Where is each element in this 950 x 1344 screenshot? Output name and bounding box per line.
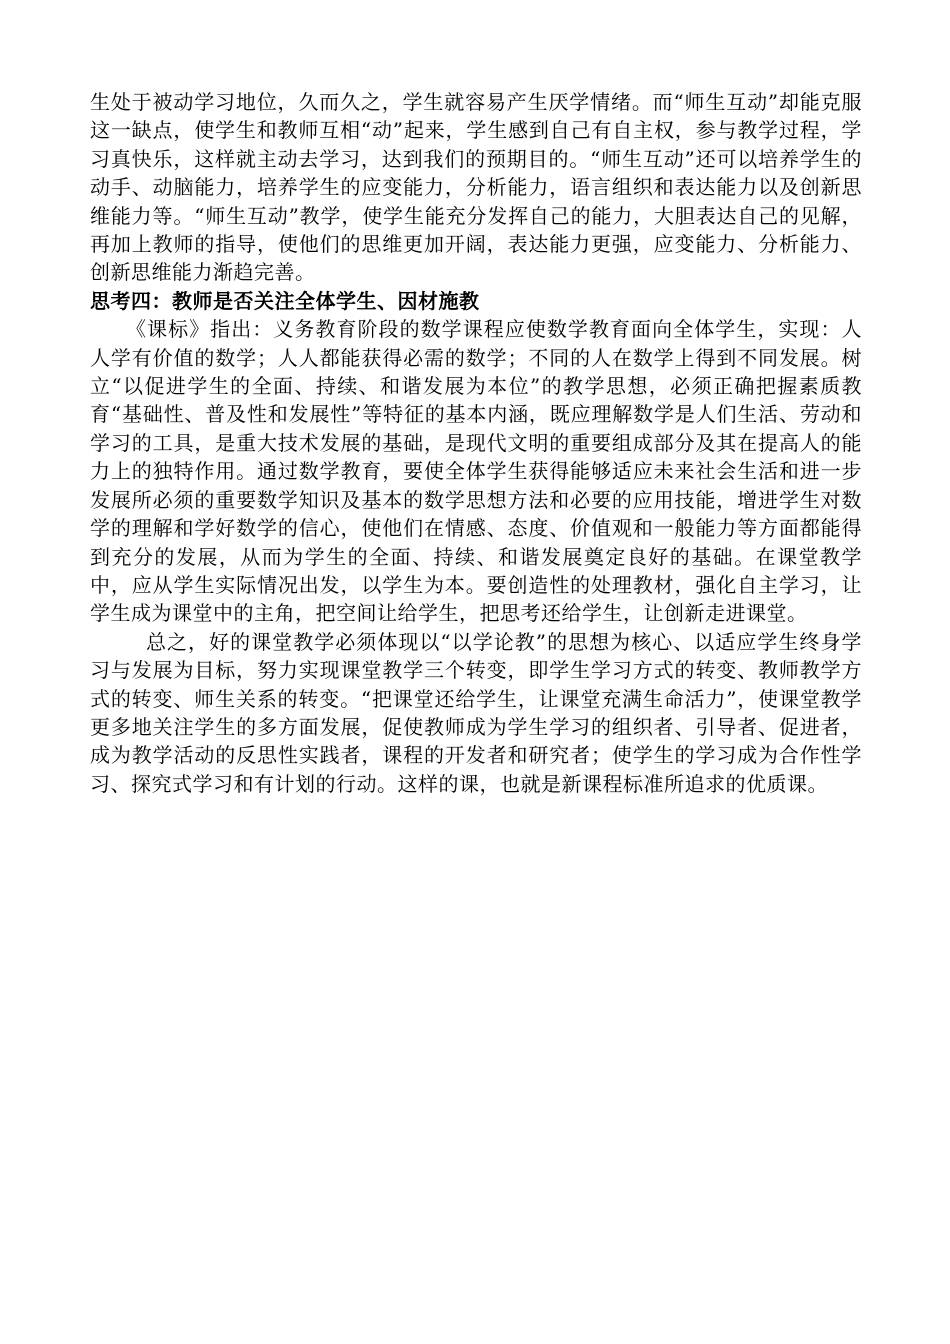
section-heading-reflection-four: 思考四：教师是否关注全体学生、因材施教 xyxy=(90,288,480,313)
paragraph-conclusion: 总之，好的课堂教学必须体现以“以学论教”的思想为核心、以适应学生终身学习与发展为目标，努力实现课堂教学三个转变，即学生学习方式的转变、教师教学方式的转变、师生关系的转变。“把课堂还给学生，让课堂充满生命活力”，使课堂教学更多地关注学生的多方面发展，促使教师成为学生学习的组织者、引导者、促进者，成为教学活动的反思性实践者，课程的开发者和研究者；使学生的学习成为合作性学习、探究式学习和有计划的行动。这样的课，也就是新课程标准所追求的优质课。 xyxy=(90,629,862,796)
paragraph-teacher-student-interaction: 生处于被动学习地位，久而久之，学生就容易产生厌学情绪。而“师生互动”却能克服这一缺点，使学生和教师互相“动”起来，学生感到自己有自主权，参与教学过程，学习真快乐，这样就主动去学习，达到我们的预期目的。“师生互动”还可以培养学生的动手、动脑能力，培养学生的应变能力，分析能力，语言组织和表达能力以及创新思维能力等。“师生互动”教学，使学生能充分发挥自己的能力，大胆表达自己的见解，再加上教师的指导，使他们的思维更加开阔，表达能力更强，应变能力、分析能力、创新思维能力渐趋完善。 xyxy=(90,90,862,285)
paragraph-curriculum-standards: 《课标》指出：义务教育阶段的数学课程应使数学教育面向全体学生，实现：人人学有价值的数学；人人都能获得必需的数学；不同的人在数学上得到不同发展。树立“以促进学生的全面、持续、和谐发展为本位”的教学思想，必须正确把握素质教育“基础性、普及性和发展性”等特征的基本内涵，既应理解数学是人们生活、劳动和学习的工具，是重大技术发展的基础，是现代文明的重要组成部分及其在提高人的能力上的独特作用。通过数学教育，要使全体学生获得能够适应未来社会生活和进一步发展所必须的重要数学知识及基本的数学思想方法和必要的应用技能，增进学生对数学的理解和学好数学的信心，使他们在情感、态度、价值观和一般能力等方面都能得到充分的发展，从而为学生的全面、持续、和谐发展奠定良好的基础。在课堂教学中，应从学生实际情况出发，以学生为本。要创造性的处理教材，强化自主学习，让学生成为课堂中的主角，把空间让给学生，把思考还给学生，让创新走进课堂。 xyxy=(90,317,862,626)
document-body xyxy=(90,88,862,798)
